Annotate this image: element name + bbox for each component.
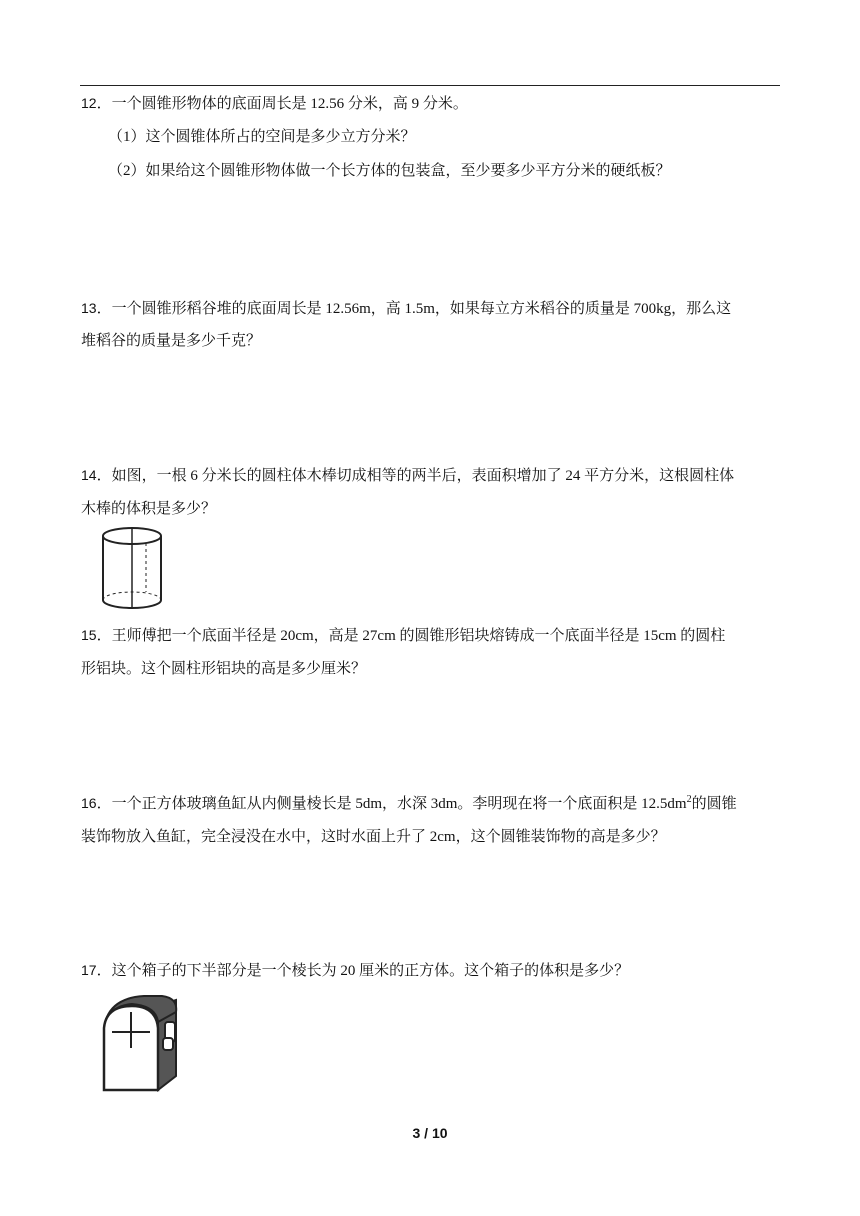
question-text: ．一个正方体玻璃鱼缸从内侧量棱长是 5dm，水深 3dm。李明现在将一个底面积是 12.5dm	[96, 796, 687, 812]
question-14-line-1	[81, 465, 734, 486]
question-number: 16	[81, 795, 97, 811]
question-number: 12	[81, 95, 97, 111]
box-figure	[100, 992, 184, 1094]
question-text: ．一个圆锥形物体的底面周长是 12.56 分米，高 9 分米。	[96, 96, 468, 112]
question-number: 14	[81, 467, 97, 483]
question-14-line-2: 木棒的体积是多少？	[81, 501, 217, 517]
question-text: ．一个圆锥形稻谷堆的底面周长是 12.56m，高 1.5m，如果每立方米稻谷的质量是 700kg，那么这	[96, 301, 732, 317]
superscript: 2	[686, 794, 692, 805]
question-15-line-2: 形铝块。这个圆柱形铝块的高是多少厘米？	[81, 661, 367, 677]
question-13-line-2: 堆稻谷的质量是多少千克？	[81, 333, 262, 349]
question-text-tail: 的圆锥	[691, 796, 737, 812]
header-rule	[80, 85, 780, 86]
question-number: 13	[81, 300, 97, 316]
question-13-line-1	[81, 298, 731, 319]
question-17-line-1	[81, 960, 629, 981]
question-15-line-1	[81, 625, 725, 646]
cylinder-figure	[100, 526, 170, 612]
question-12-sub-2: （2）如果给这个圆锥形物体做一个长方体的包装盒，至少要多少平方分米的硬纸板？	[108, 163, 671, 179]
page-number: 3 / 10	[412, 1125, 448, 1141]
question-12-sub-1: （1）这个圆锥体所占的空间是多少立方分米？	[108, 129, 416, 145]
question-text: ．如图，一根 6 分米长的圆柱体木棒切成相等的两半后，表面积增加了 24 平方分米，这根圆柱体	[96, 468, 735, 484]
question-number: 15	[81, 627, 97, 643]
question-text: ．这个箱子的下半部分是一个棱长为 20 厘米的正方体。这个箱子的体积是多少？	[96, 963, 630, 979]
question-text: ．王师傅把一个底面半径是 20cm，高是 27cm 的圆锥形铝块熔铸成一个底面半径是 15cm 的圆柱	[96, 628, 726, 644]
question-16-line-2: 装饰物放入鱼缸，完全浸没在水中，这时水面上升了 2cm，这个圆锥装饰物的高是多少？	[81, 829, 666, 845]
question-16-line-1	[81, 793, 737, 814]
question-number: 17	[81, 962, 97, 978]
question-12-line-1	[81, 93, 468, 114]
